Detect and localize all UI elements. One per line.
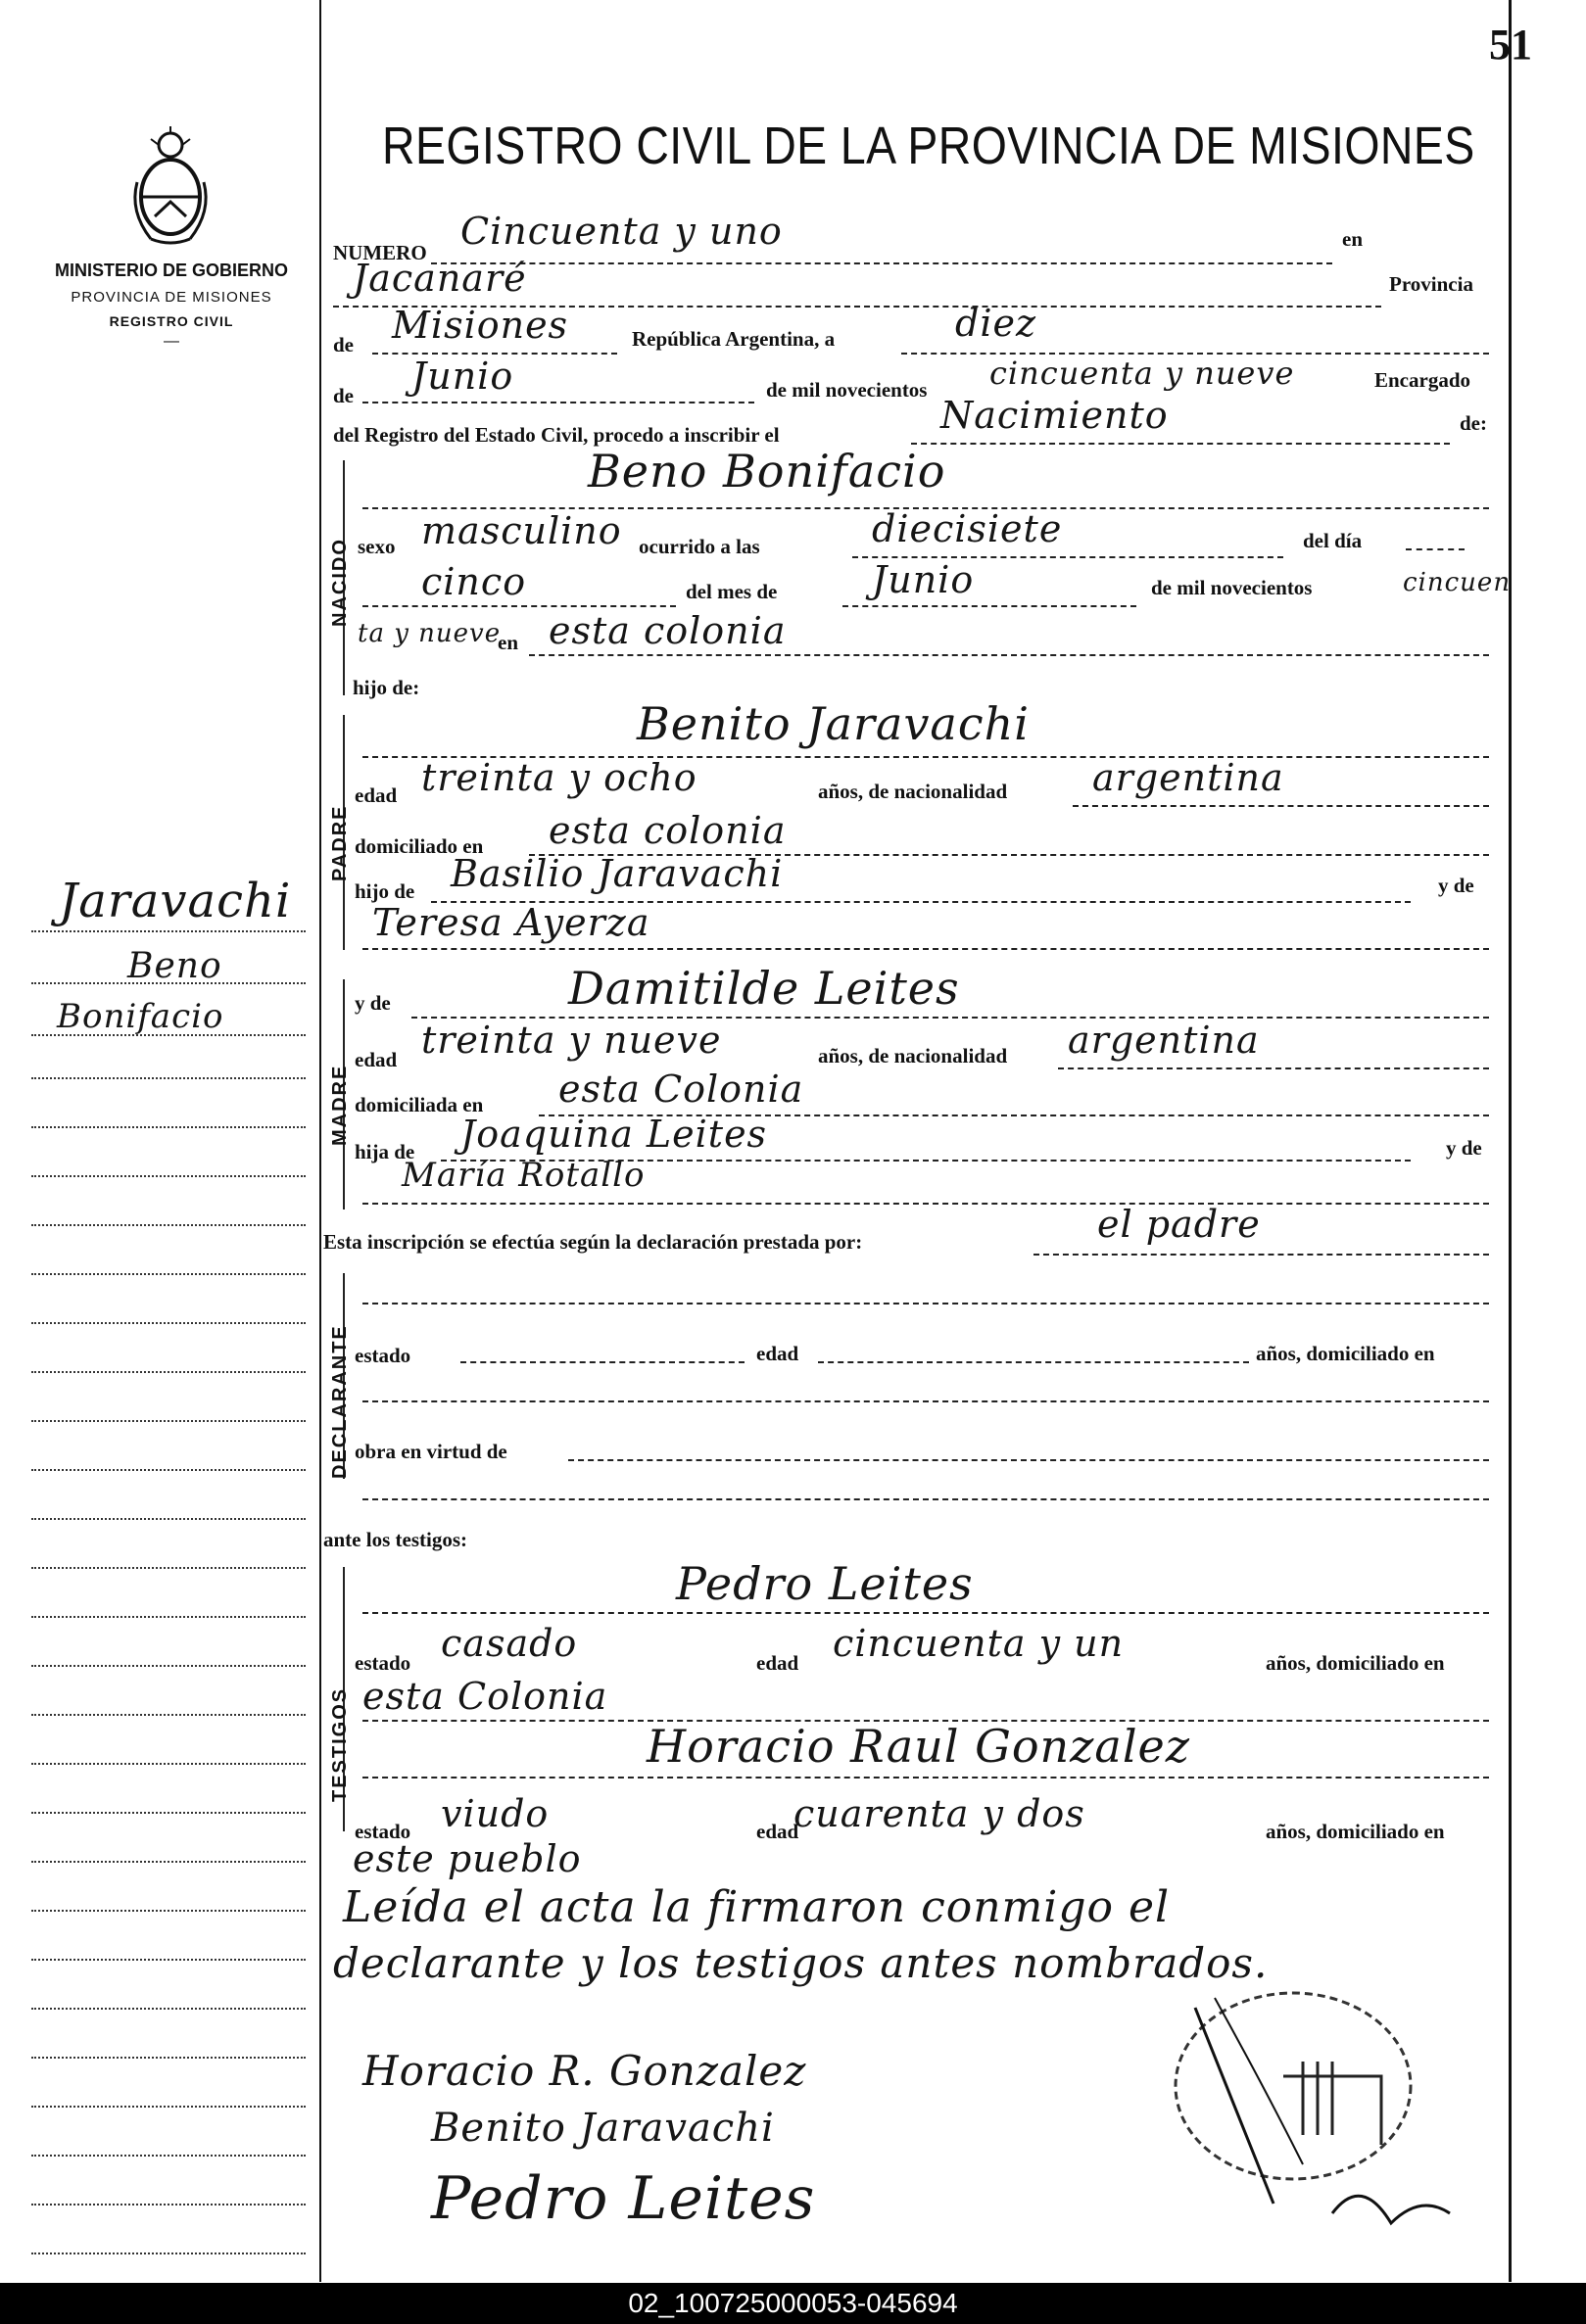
signature-1: Horacio R. Gonzalez (362, 2047, 807, 2095)
nacido-place: esta colonia (549, 609, 787, 652)
madre-domicilio: esta Colonia (558, 1067, 804, 1111)
testigo1-name: Pedro Leites (676, 1557, 974, 1610)
madre-hija-de-label: hija de (355, 1140, 415, 1163)
madre-edad-value: treinta y nueve (421, 1019, 722, 1062)
declarante-edad-label: edad (756, 1342, 799, 1365)
nacido-year-b: ta y nueve (358, 619, 502, 648)
republica-label: República Argentina, a (632, 327, 836, 351)
declarante-obra-label: obra en virtud de (355, 1440, 507, 1463)
testigo2-edad: cuarenta y dos (793, 1792, 1085, 1835)
act-value: Nacimiento (940, 394, 1169, 437)
closing-line2: declarante y los testigos antes nombrados. (333, 1939, 1269, 1987)
nacido-en-label: en (498, 631, 518, 654)
coat-of-arms-seal (125, 123, 216, 251)
ministry-line2: PROVINCIA DE MISIONES (71, 289, 272, 306)
hour-value: diecisiete (872, 507, 1063, 550)
official-stamp (1127, 1968, 1499, 2262)
page-number: 51 (1489, 21, 1532, 69)
right-margin-rule (1509, 0, 1512, 2282)
left-margin-rule (319, 0, 321, 2282)
padre-name: Benito Jaravachi (637, 697, 1030, 750)
de2-label: de (333, 384, 354, 407)
declarante-anos-label: años, domiciliado en (1256, 1342, 1435, 1365)
testigo1-estado: casado (441, 1622, 578, 1665)
declarante-side-label: DECLARANTE (329, 1324, 351, 1479)
nacido-year-a: cincuen (1403, 568, 1512, 597)
ministry-line1: MINISTERIO DE GOBIERNO (54, 261, 289, 280)
padre-nacionalidad: argentina (1092, 756, 1284, 799)
declaracion-value: el padre (1097, 1203, 1261, 1246)
ministry-block (29, 261, 313, 351)
madre-side-label: MADRE (329, 1064, 351, 1146)
declarante-estado-label: estado (355, 1344, 411, 1367)
padre-edad-value: treinta y ocho (421, 756, 697, 799)
nacido-name: Beno Bonifacio (588, 445, 946, 498)
ante-testigos-label: ante los testigos: (323, 1528, 467, 1551)
declaracion-label: Esta inscripción se efectúa según la declaración prestada por: (323, 1230, 863, 1254)
madre-y-de2-label: y de (1446, 1136, 1482, 1160)
sexo-value: masculino (421, 509, 622, 552)
de3-label: de: (1460, 411, 1487, 435)
sexo-label: sexo (358, 535, 396, 558)
testigo1-anos-label: años, domiciliado en (1266, 1651, 1445, 1675)
madre-anos-label: años, de nacionalidad (818, 1044, 1008, 1067)
year-value: cincuenta y nueve (989, 355, 1295, 392)
testigos-side-label: TESTIGOS (329, 1686, 351, 1802)
testigo1-domicilio: esta Colonia (362, 1675, 608, 1718)
madre-y-de-label: y de (355, 991, 391, 1015)
closing-line1: Leída el acta la firmaron conmigo el (343, 1882, 1171, 1932)
nacido-mil-label: de mil novecientos (1151, 576, 1313, 599)
margin-surname: Jaravachi (59, 874, 292, 928)
padre-mother: Teresa Ayerza (372, 901, 650, 944)
nacido-day-value: cinco (421, 560, 527, 603)
testigo1-edad-label: edad (756, 1651, 799, 1675)
margin-name2: Bonifacio (57, 997, 224, 1036)
madre-mother: María Rotallo (402, 1156, 646, 1195)
ministry-line4: — (164, 333, 179, 350)
provincia-label: Provincia (1389, 272, 1473, 296)
year-label: de mil novecientos (766, 378, 928, 402)
en-label: en (1342, 227, 1363, 251)
padre-father: Basilio Jaravachi (451, 852, 784, 895)
ministry-line3: REGISTRO CIVIL (109, 313, 234, 329)
testigo2-estado: viudo (441, 1792, 550, 1835)
page-title: REGISTRO CIVIL DE LA PROVINCIA DE MISIONES (382, 117, 1475, 175)
testigo1-edad: cincuenta y un (833, 1622, 1125, 1665)
place-value: Jacanaré (353, 257, 527, 300)
nacido-side-label: NACIDO (329, 538, 351, 627)
testigo2-estado-label: estado (355, 1820, 411, 1843)
madre-father: Joaquina Leites (460, 1113, 768, 1156)
del-dia-label: del día (1303, 529, 1363, 552)
padre-hijo-de-label: hijo de (355, 879, 415, 903)
numero-value: Cincuenta y uno (460, 210, 783, 253)
padre-anos-label: años, de nacionalidad (818, 780, 1008, 803)
madre-domiciliada-label: domiciliada en (355, 1093, 484, 1116)
padre-domicilio: esta colonia (549, 809, 787, 852)
padre-side-label: PADRE (329, 804, 351, 881)
padre-y-de-label: y de (1438, 874, 1474, 897)
month-value: Junio (411, 355, 514, 398)
testigo2-name: Horacio Raul Gonzalez (647, 1720, 1190, 1773)
footer-document-id: 02_100725000053-045694 (0, 2283, 1586, 2324)
de-label: de (333, 333, 354, 356)
del-mes-label: del mes de (686, 580, 778, 603)
day-value: diez (955, 302, 1036, 345)
province-value: Misiones (392, 304, 569, 347)
registro-label: del Registro del Estado Civil, procedo a inscribir el (333, 423, 780, 447)
padre-edad-label: edad (355, 783, 398, 807)
madre-edad-label: edad (355, 1048, 398, 1071)
ocurrido-label: ocurrido a las (639, 535, 760, 558)
encargado-label: Encargado (1374, 368, 1471, 392)
hijo-label: hijo de: (353, 676, 420, 699)
padre-domiciliado-label: domiciliado en (355, 834, 484, 858)
madre-nacionalidad: argentina (1068, 1019, 1260, 1062)
signature-2: Benito Jaravachi (431, 2106, 775, 2151)
testigo1-estado-label: estado (355, 1651, 411, 1675)
testigo2-anos-label: años, domiciliado en (1266, 1820, 1445, 1843)
nacido-month-value: Junio (872, 558, 975, 601)
testigo2-edad-label: edad (756, 1820, 799, 1843)
signature-3: Pedro Leites (431, 2164, 816, 2233)
madre-name: Damitilde Leites (568, 962, 960, 1015)
margin-name1: Beno (127, 946, 222, 986)
testigo2-domicilio: este pueblo (353, 1837, 582, 1880)
numero-label: NUMERO (333, 241, 427, 264)
